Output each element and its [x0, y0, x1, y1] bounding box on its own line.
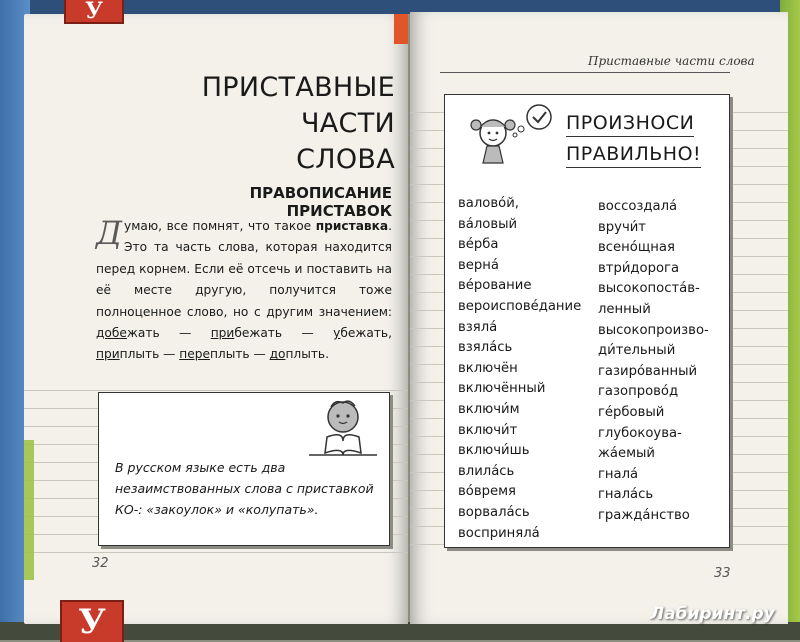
bookmark-bottom	[60, 600, 124, 642]
word-item: ва́ловый	[458, 216, 518, 232]
word-item: включи́шь	[458, 443, 530, 459]
box-title-line2: ПРАВИЛЬНО!	[566, 143, 701, 168]
box-title-line1: ПРОИЗНОСИ	[566, 112, 694, 137]
watermark: Лабиринт.ру	[650, 604, 775, 624]
orange-tab	[394, 14, 408, 44]
fact-text: В русском языке есть два незаимствованных слова с приставкой КО-: «закоулок» и «колупать».	[115, 460, 374, 517]
word-item: восприняла́	[458, 525, 540, 541]
bookmark-top-letter: У	[85, 0, 103, 24]
fact-box	[98, 392, 390, 546]
word-item: влила́сь	[458, 463, 515, 479]
word-item: взяла́сь	[458, 340, 513, 356]
word-item: во́время	[458, 484, 516, 500]
word-item: ди́тельный	[598, 343, 676, 359]
word-item: гражда́нство	[598, 507, 690, 523]
page-title-line1: ПРИСТАВНЫЕ ЧАСТИ	[201, 72, 395, 139]
word-column-2	[598, 197, 709, 527]
cover-edge-decoration	[24, 440, 34, 580]
word-item: вероиспове́дание	[458, 298, 582, 314]
word-item: валово́й,	[458, 196, 519, 211]
page-title	[110, 70, 395, 178]
word-item: вручи́т	[598, 219, 646, 235]
word-item: ленный	[598, 301, 651, 317]
running-header: Приставные части слова	[588, 54, 755, 68]
word-item: газиро́ванный	[598, 363, 698, 379]
section-subtitle: ПРАВОПИСАНИЕ ПРИСТАВОК	[249, 184, 392, 220]
word-item: ве́рование	[458, 278, 532, 294]
term-prefix: приставка	[315, 219, 389, 233]
page-number-left: 32	[92, 556, 109, 571]
word-item: всено́щная	[598, 240, 675, 256]
word-item: ворвала́сь	[458, 504, 530, 520]
word-item: включён	[458, 360, 518, 376]
word-item: включи́т	[458, 422, 518, 438]
page-number-right: 33	[714, 566, 731, 581]
word-item: газопрово́д	[598, 384, 679, 400]
page-title-line2: СЛОВА	[296, 144, 395, 175]
header-rule	[440, 72, 730, 73]
bookmark-top	[64, 0, 124, 24]
word-item: взяла́	[458, 319, 498, 335]
word-column-1	[458, 194, 581, 544]
word-item: гнала́	[598, 466, 639, 482]
word-item: гнала́сь	[598, 487, 654, 503]
word-item: воссоздала́	[598, 199, 678, 214]
word-item: ве́рба	[458, 237, 499, 253]
word-item: включённый	[458, 381, 546, 397]
bookmark-bottom-letter: У	[78, 602, 106, 642]
boy-reading-book-icon	[303, 397, 383, 461]
word-item: высокопоста́в-	[598, 281, 700, 297]
word-item: включи́м	[458, 401, 520, 417]
intro-paragraph: Думаю, все помнят, что такое приставка. Это та часть слова, которая находится перед корнем. Если её отсечь и поставить на её месте другую, получится тоже полноценное слово, но с другим значением: добежать — прибежать — убежать, приплыть — переплыть — доплыть.	[96, 214, 392, 362]
word-item: высокопроизво-	[598, 322, 709, 338]
word-item: верна́	[458, 257, 499, 273]
word-item: глубокоува-	[598, 425, 682, 441]
word-item: ге́рбовый	[598, 404, 665, 420]
word-item: жа́емый	[598, 446, 656, 462]
girl-thinking-icon	[463, 103, 557, 169]
word-item: втри́дорога	[598, 260, 680, 276]
drop-cap: Д	[96, 214, 123, 252]
